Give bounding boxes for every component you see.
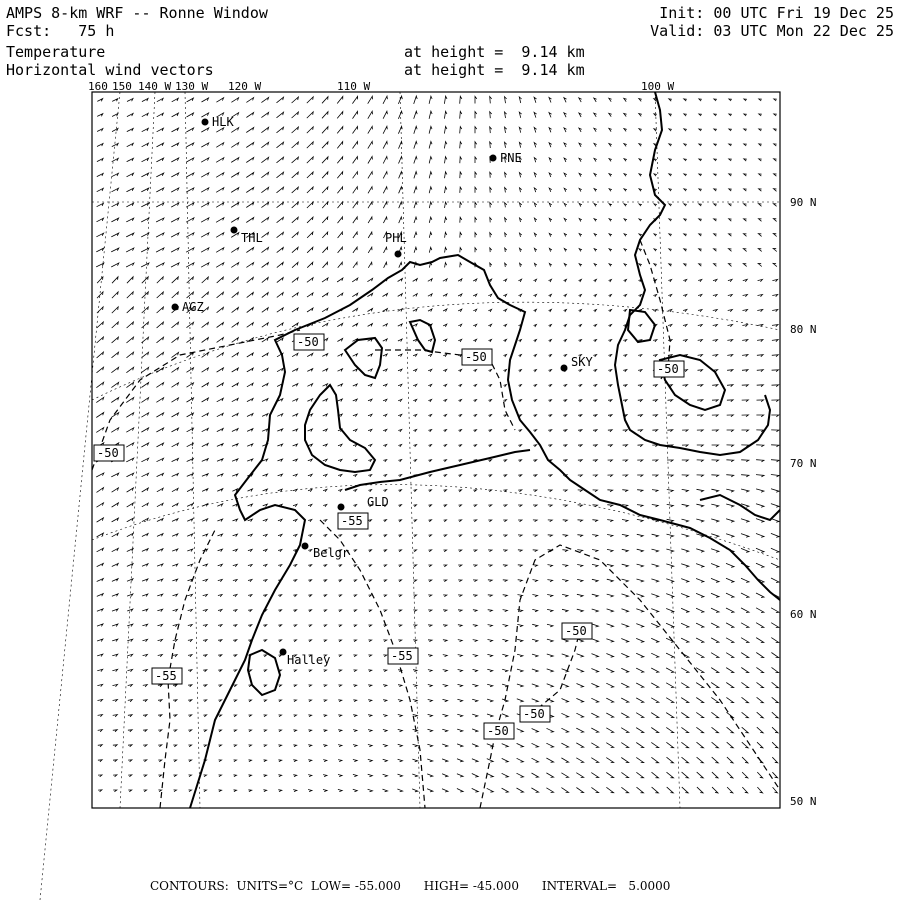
lon-label-160: 160 [88,80,108,93]
contour-label: -50 [297,335,319,349]
coastline-east [700,495,780,520]
contour-label: -50 [465,350,487,364]
longitude-labels [88,80,674,93]
latitude-labels [790,196,817,808]
lat-label-60n: 60 N [790,608,817,621]
station-marker-belgr [302,543,309,550]
coastline-island-2 [345,338,382,378]
lat-label-50n: 50 N [790,795,817,808]
lat-label-80n: 80 N [790,323,817,336]
station-marker-agz [172,304,179,311]
station-label-halley: Halley [287,653,331,667]
contour-label: -50 [487,724,509,738]
contour-minus50-pen [530,630,580,715]
lat-label-90n: 90 N [790,196,817,209]
lon-label-110w: 110 W [337,80,371,93]
coastline [190,92,780,808]
wind-vectors [96,96,779,793]
station-marker-halley [280,649,287,656]
lon-label-130w: 130 W [175,80,209,93]
station-marker-pne [490,155,497,162]
field1-name: Temperature [6,43,106,61]
contour-label: -50 [523,707,545,721]
contour-label: -55 [391,649,413,663]
contour-minus50-central [375,350,515,430]
field1-height: at height = 9.14 km [404,43,585,61]
map-frame [92,92,780,808]
contour-info-footer: CONTOURS: UNITS=°C LOW= -55.000 HIGH= -45.000 INTERVAL= 5.0000 [150,879,671,893]
coastline-island-5 [248,650,280,695]
station-marker-hlk [202,119,209,126]
lat-lon-grid [40,92,780,900]
field2-name: Horizontal wind vectors [6,61,214,79]
model-title: AMPS 8-km WRF -- Ronne Window [6,4,268,22]
station-marker-gld [338,504,345,511]
station-label-gld: GLD [367,495,389,509]
coastline-island-4 [628,310,655,342]
stations [172,115,594,667]
contour-label: -55 [155,669,177,683]
station-marker-thl [231,227,238,234]
coastline-berkner-island [305,385,375,472]
valid-time: Valid: 03 UTC Mon 22 Dec 25 [650,22,894,40]
station-label-thl: THL [241,231,263,245]
station-label-belgr: Belgr [313,546,350,560]
station-label-phl: PHL [385,231,407,245]
init-time: Init: 00 UTC Fri 19 Dec 25 [659,4,894,22]
contour-label: -50 [97,446,119,460]
wind-vector-field [96,96,779,793]
contour-label: -50 [565,624,587,638]
contour-label: -50 [657,362,679,376]
lon-label-150: 150 [112,80,132,93]
lat-label-70n: 70 N [790,457,817,470]
station-label-hlk: HLK [212,115,234,129]
station-label-pne: PNE [500,151,522,165]
contour-minus50-se [480,545,780,808]
lon-label-140w: 140 W [138,80,172,93]
station-marker-phl [395,251,402,258]
forecast-hour: Fcst: 75 h [6,22,115,40]
station-marker-sky [561,365,568,372]
field2-height: at height = 9.14 km [404,61,585,79]
station-label-sky: SKY [571,355,593,369]
lon-label-120w: 120 W [228,80,262,93]
contour-label: -55 [341,514,363,528]
station-label-agz: AGZ [182,300,204,314]
lon-label-100w: 100 W [641,80,675,93]
